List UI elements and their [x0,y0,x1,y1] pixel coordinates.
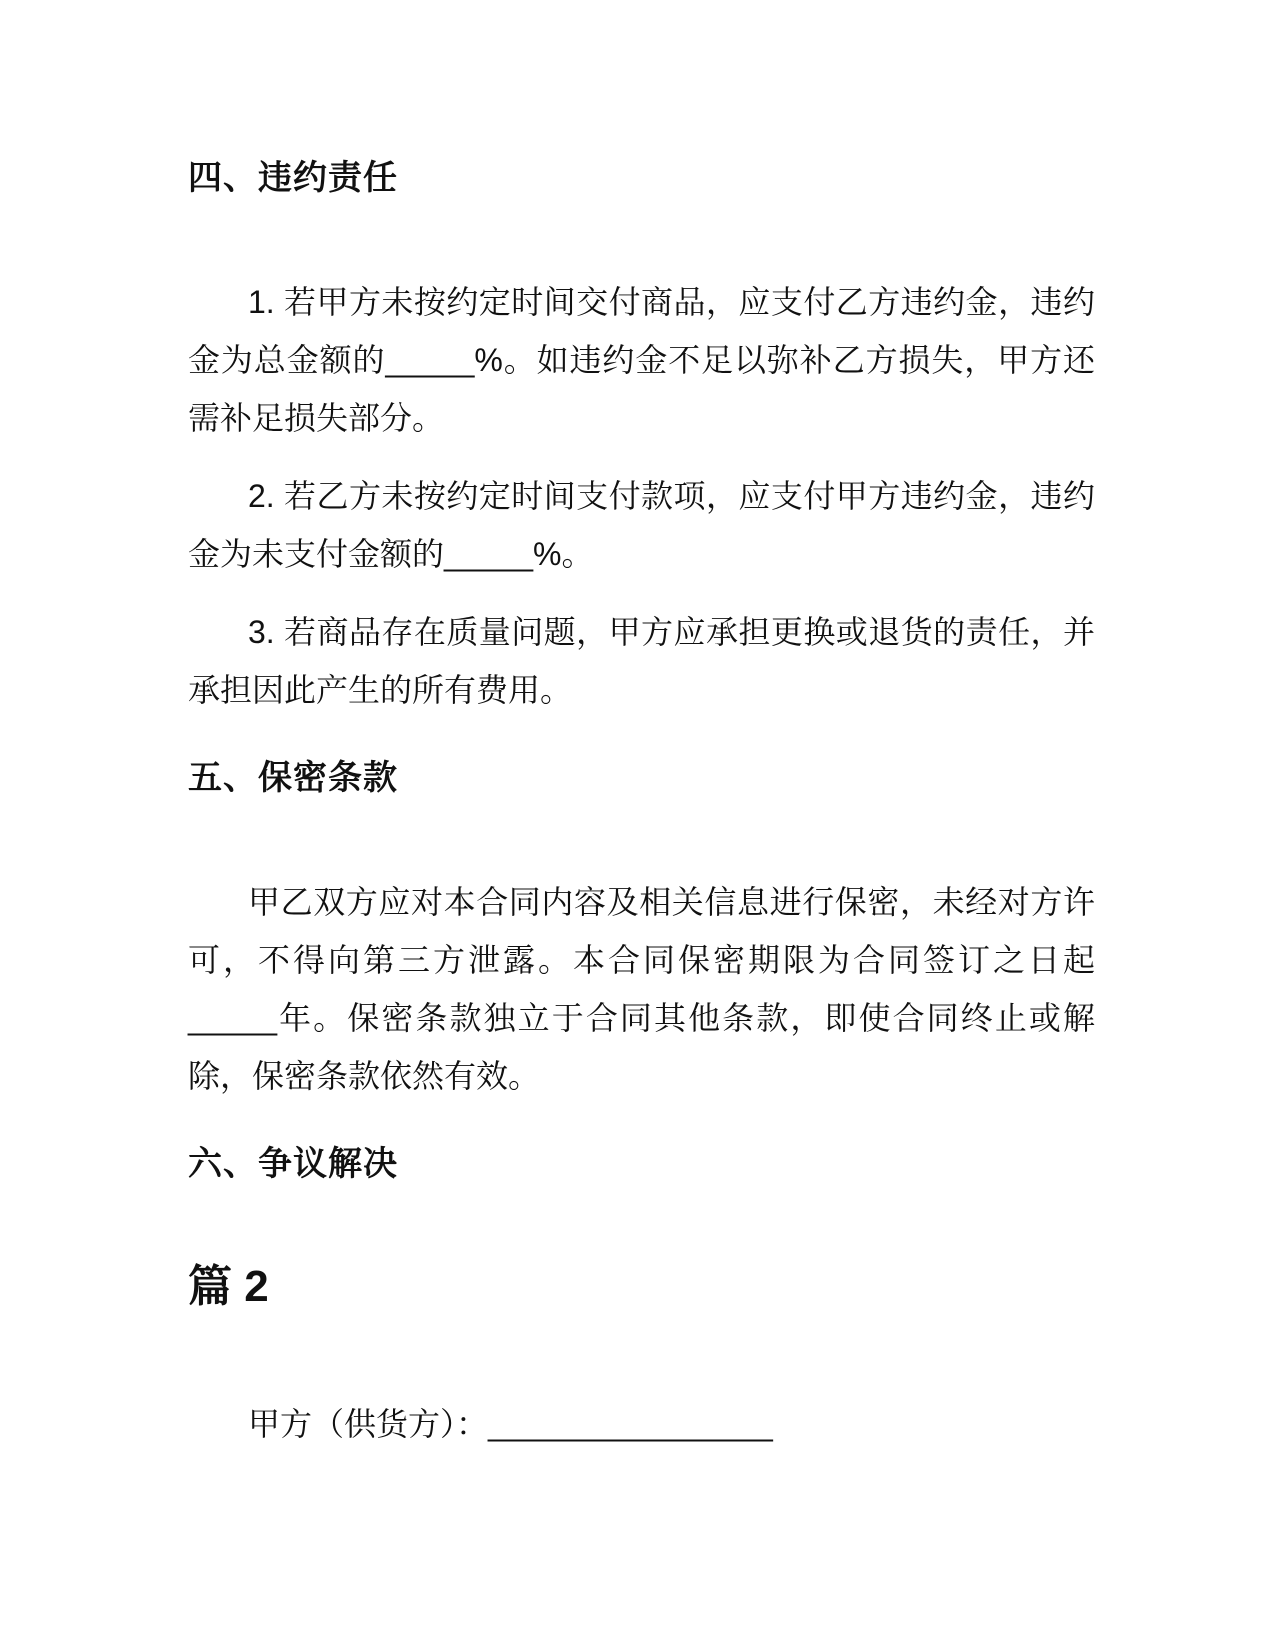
party-a-supplier-blank-line: 甲方（供货方）：________________ [248,1406,773,1442]
section-heading-confidentiality: 五、保密条款 [188,759,398,797]
section-heading-dispute-resolution: 六、争议解决 [188,1145,398,1183]
breach-clause-1: 1. 若甲方未按约定时间交付商品，应支付乙方违约金，违约金为总金额的_____%。如违约金不足以弥补乙方损失，甲方还需补足损失部分。 [188,284,1095,436]
breach-clause-3: 3. 若商品存在质量问题，甲方应承担更换或退货的责任，并承担因此产生的所有费用。 [188,614,1095,708]
section-heading-breach-liability: 四、违约责任 [188,159,398,197]
part-2-heading: 篇 2 [188,1262,269,1311]
breach-clause-2: 2. 若乙方未按约定时间支付款项，应支付甲方违约金，违约金为未支付金额的_____%。 [188,478,1095,572]
confidentiality-clause: 甲乙双方应对本合同内容及相关信息进行保密，未经对方许可，不得向第三方泄露。本合同保密期限为合同签订之日起_____年。保密条款独立于合同其他条款，即使合同终止或解除，保密条款依然有效。 [188,884,1095,1094]
